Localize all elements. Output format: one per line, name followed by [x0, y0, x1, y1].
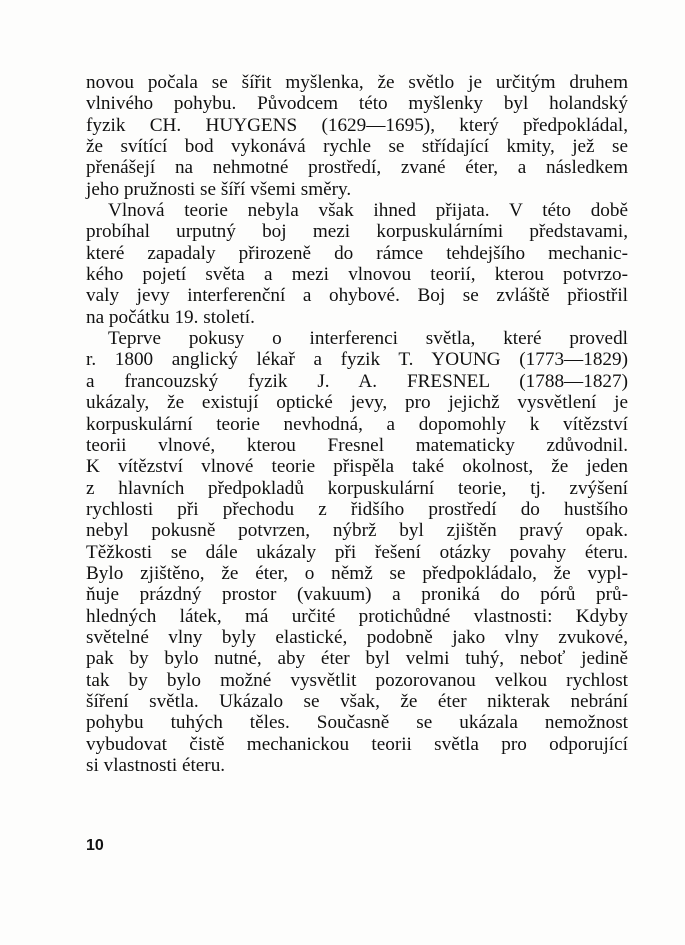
text-line: a francouzský fyzik J. A. FRESNEL (1788—1827): [86, 370, 628, 392]
text-line: probíhal urputný boj mezi korpuskulárními představami,: [86, 221, 628, 243]
text-line: hledných látek, má určité protichůdné vlastnosti: Kdyby: [86, 605, 628, 627]
text-line: vybudovat čistě mechanickou teorii světla pro odporující: [86, 733, 628, 755]
text-line: Teprve pokusy o interferenci světla, které provedl: [108, 328, 628, 350]
text-line: korpuskulární teorie nevhodná, a dopomohly k vítězství: [86, 413, 628, 435]
text-line: z hlavních předpokladů korpuskulární teorie, tj. zvýšení: [86, 477, 628, 499]
text-line: rychlosti při přechodu z řidšího prostředí do hustšího: [86, 498, 628, 520]
page-number: 10: [86, 837, 104, 854]
text-line: šíření světla. Ukázalo se však, že éter nikterak nebrání: [86, 690, 628, 712]
text-line: fyzik CH. HUYGENS (1629—1695), který předpokládal,: [86, 114, 628, 136]
text-line: pohybu tuhých těles. Současně se ukázala nemožnost: [86, 712, 628, 734]
text-line: které zapadaly přirozeně do rámce tehdejšího mechanic-: [86, 242, 628, 264]
text-line: r. 1800 anglický lékař a fyzik T. YOUNG (1773—1829): [86, 349, 628, 371]
text-line: jeho pružnosti se šíří všemi směry.: [86, 178, 352, 200]
text-line: že svítící bod vykonává rychle se střídající kmity, jež se: [86, 136, 628, 158]
text-line: valy jevy interferenční a ohybové. Boj se zvláště přiostřil: [86, 285, 628, 307]
text-line: K vítězství vlnové teorie přispěla také okolnost, že jeden: [86, 456, 628, 478]
text-line: kého pojetí světa a mezi vlnovou teorií, kterou potvrzo-: [86, 264, 628, 286]
text-line: na počátku 19. století.: [86, 306, 255, 328]
text-line: Vlnová teorie nebyla však ihned přijata. V této době: [108, 200, 628, 222]
text-line: novou počala se šířit myšlenka, že světlo je určitým druhem: [86, 72, 628, 93]
text-line: ukázaly, že existují optické jevy, pro jejichž vysvětlení je: [86, 392, 628, 414]
text-line: ňuje prázdný prostor (vakuum) a proniká do pórů prů-: [86, 584, 628, 606]
text-line: teorii vlnové, kterou Fresnel matematicky zdůvodnil.: [86, 434, 628, 456]
text-line: si vlastnosti éteru.: [86, 755, 226, 776]
text-line: přenášejí na nehmotné prostředí, zvané éter, a následkem: [86, 157, 628, 179]
text-line: tak by bylo možné vysvětlit pozorovanou velkou rychlost: [86, 669, 628, 691]
text-line: pak by bylo nutné, aby éter byl velmi tuhý, neboť jedině: [86, 648, 628, 670]
body-text: [86, 72, 628, 776]
text-line: nebyl pokusně potvrzen, nýbrž byl zjištěn pravý opak.: [86, 520, 628, 542]
text-line: Bylo zjištěno, že éter, o němž se předpokládalo, že vypl-: [86, 562, 628, 584]
text-line: Těžkosti se dále ukázaly při řešení otázky povahy éteru.: [86, 541, 628, 563]
text-line: vlnivého pohybu. Původcem této myšlenky byl holandský: [86, 93, 628, 115]
text-line: světelné vlny byly elastické, podobně jako vlny zvukové,: [86, 626, 628, 648]
